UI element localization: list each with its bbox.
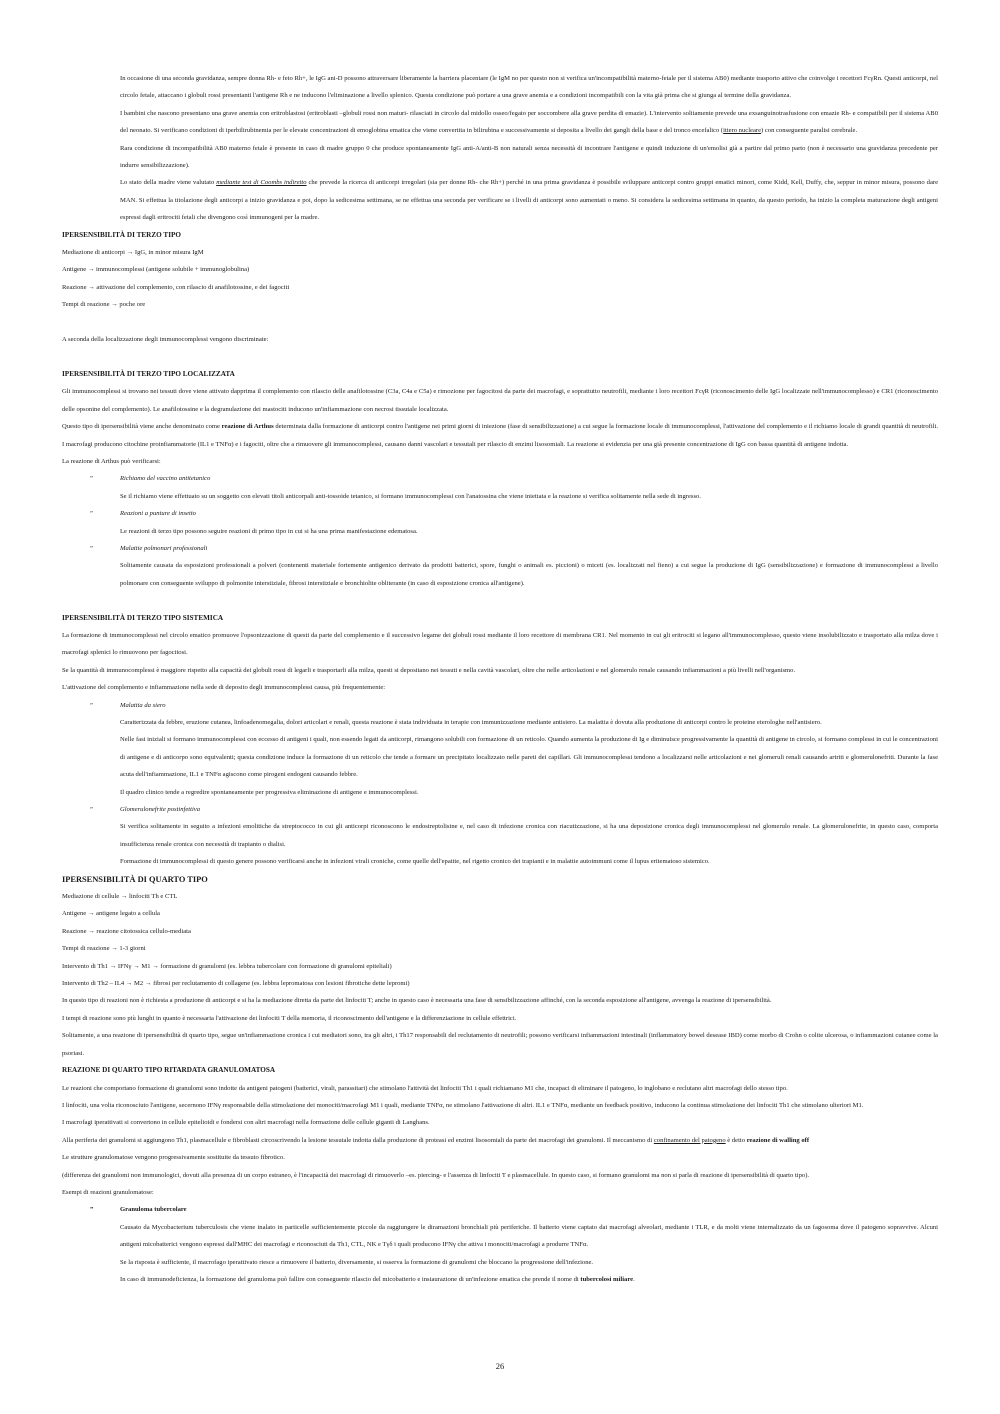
paragraph: Rara condizione di incompatibilità AB0 materno fetale è presente in caso di madre gruppo 0 che produce spontaneamente IgG anti-A/anti-B non naturali senza necessità di incontrare l'antigene e quindi induzione di un'emolisi già a partire dal primo parto (non è necessario una gravidanza precedente per indurre sensibilizzazione). (120, 144, 938, 170)
paragraph: In questo tipo di reazioni non è richiesta a produzione di anticorpi e si ha la mediazione diretta da parte dei linfociti T; anche in questo caso è necessaria una fase di sensibilizzazione affinché, con la seconda esposizione all'antigene, avvenga la reazione di ipersensibilità. (62, 997, 772, 1005)
list-item-text: Nelle fasi iniziali si formano immunocomplessi con eccesso di antigeni i quali, non essendo legati da anticorpi, rimangono solubili con formazione di un reticolo. Quando aumenta la produzione di Ig e diminuisce progressivamente la quantità di antigene in circolo, si formano complessi in cui le concentrazioni di antigene e di anticorpo sono equivalenti; questa condizione induce la formazione di un reticolo che tende a formare un precipitato localizzato nelle pareti dei capillari. Gli immunocomplessi tendono a localizzarsi nelle articolazioni e nei glomeruli renali causando artriti e glomerulonefriti. Durante la fase acuta dell'infiammazione, IL1 e TNFα agiscono come pirogeni endogeni causando febbre. (120, 736, 938, 779)
paragraph: I linfociti, una volta riconosciuto l'antigene, secernono IFNγ responsabile della stimolazione dei monociti/macrofagi M1 i quali, mediante TNFα, ne stimolano l'attivazione di altri. IL1 e TNFα, mediante un feedback positivo, inducono la continua stimolazione dei linfociti Th1 che stimolano ulteriori M1. (62, 1101, 864, 1109)
summary-line: Mediazione di cellule → linfociti Th e CTL (62, 893, 178, 901)
summary-line: Reazione → reazione citotossica cellulo-mediata (62, 927, 191, 935)
summary-line: Tempi di reazione → 1-3 giorni (62, 945, 146, 953)
list-item: ” Reazioni a punture di insetto (62, 505, 938, 522)
spacer (62, 592, 938, 609)
summary-line: Reazione → attivazione del complemento, con rilascio di anafilotossine, e dei fagociti (62, 283, 290, 291)
paragraph: I bambini che nascono presentano una grave anemia con eritroblastosi (eritroblasti –globuli rossi non maturi- rilasciati in circolo dal midollo osseo/fegato per soccombere alla grave perdita di emazie). L'intervento solitamente prevede una exsanguinotrasfusione con emazie Rh- e compatibili per il sistema AB0 del neonato. Si verificano condizioni di iperbilirubinemia per le elevate concentrazioni di emoglobina ematica che viene convertita in bilirubina e successivamente si deposita a livello dei gangli della base e del tronco encefalico (ittero nucleare) con conseguente paralisi cerebrale. (120, 109, 938, 135)
section-heading: REAZIONE DI QUARTO TIPO RITARDATA GRANULOMATOSA (62, 1066, 276, 1075)
spacer (62, 314, 938, 331)
section-heading: IPERSENSIBILITÀ DI QUARTO TIPO (62, 874, 208, 884)
paragraph: La formazione di immunocomplessi nel circolo ematico promuove l'opsonizzazione di questi da parte del complemento e il successivo legame dei globuli rossi mediante il loro recettore di membrana CR1. Nel momento in cui gli eritrociti si legano all'immunocomplesso, questo viene insolubilizzato e trasportato alla milza dove i macrofagi splenici lo rimuovono per fagocitosi. (62, 631, 938, 657)
summary-line: Antigene → immunocomplessi (antigene solubile + immunoglobulina) (62, 266, 250, 274)
paragraph: A seconda della localizzazione degli immunocomplessi vengono discriminate: (62, 336, 269, 344)
list-item-text: Se il richiamo viene effettuato su un soggetto con elevati titoli anticorpali anti-tossoide tetanico, si formano immunocomplessi con l'anatossina che viene iniettata e la reazione si verifica solitamente nella sede di ingresso. (120, 492, 701, 500)
section-heading: IPERSENSIBILITÀ DI TERZO TIPO LOCALIZZATA (62, 369, 235, 378)
list-item-text: Il quadro clinico tende a regredire spontaneamente per progressiva eliminazione di antigene e immunocomplessi. (120, 788, 419, 796)
list-item-text: In caso di immunodeficienza, la formazione del granuloma può fallire con conseguente rilascio del micobatterio e instaurazione di un'infezione ematica che prende il nome di tubercolosi miliare. (120, 1275, 635, 1283)
list-item-text: Si verifica solitamente in seguito a infezioni emolitiche da streptococco in cui gli anticorpi riconoscono le endostreptolisine e, nel caso di infezione cronica con riacutizzazione, si ha una deposizione cronica degli immunocomplessi nel glomerulo renale. La glomerulonefrite, in questo caso, comporta insufficienza renale cronica con necessità di trapianto o dialisi. (120, 823, 938, 848)
bold-term: reazione di Arthus (221, 423, 274, 431)
section-heading: IPERSENSIBILITÀ DI TERZO TIPO (62, 230, 181, 239)
spacer (62, 348, 938, 365)
list-item-text: Se la risposta è sufficiente, il macrofago iperattivato riesce a rimuovere il batterio, diversamente, si osserva la formazione di granulomi che bloccano la progressione dell'infezione. (120, 1258, 594, 1266)
list-item: ” Malattia da siero (62, 697, 938, 714)
list-item: ” Malattie polmonari professionali (62, 540, 938, 557)
bold-term: reazione di walling off (746, 1136, 810, 1144)
paragraph: Se la quantità di immunocomplessi è maggiore rispetto alla capacità dei globuli rossi di legarli e trasportarli alla milza, questi si depositano nei tessuti e nella cavità vascolari, oltre che nelle articolazioni e nel glomerulo renale causando infiammazioni a più livelli nell'organismo. (62, 666, 796, 674)
paragraph: In occasione di una seconda gravidanza, sempre donna Rh- e feto Rh+, le IgG ani-D possono attraversare liberamente la barriera placentare (le IgM no per questo non si verifica un'incompatibilità materno-fetale per il sistema AB0) mediante trasporto attivo che coinvolge i recettori FcγRn. Questi anticorpi, nel circolo fetale, attaccano i globuli rossi presentanti l'antigene Rh e ne inducono l'eliminazione a livello splenico. Questa condizione può portare a una grave anemia e a condizioni incompatibili con la vita già prima che si giunga al termine della gravidanza. (120, 75, 938, 100)
underlined-term: confinamento del patogeno (653, 1136, 726, 1144)
section-heading: IPERSENSIBILITÀ DI TERZO TIPO SISTEMICA (62, 613, 224, 622)
paragraph: La reazione di Arthus può verificarsi: (62, 457, 161, 465)
summary-line: Mediazione di anticorpi → IgG, in minor misura IgM (62, 249, 204, 257)
summary-line: Tempi di reazione → poche ore (62, 301, 146, 309)
underlined-term: mediante test di Coombs indiretto (216, 179, 307, 187)
list-item: ” Granuloma tubercolare (62, 1201, 938, 1218)
paragraph: L'attivazione del complemento e infiammazione nella sede di deposito degli immunocomplessi causa, più frequentemente: (62, 684, 386, 692)
paragraph: (differenza dei granulomi non immunologici, dovuti alla presenza di un corpo estraneo, è l'incapacità dei macrofagi di rimuoverlo –es. piercing- e l'assenza di linfociti T e plasmacellule. In questo caso, si formano granulomi ma non si parla di reazione di ipersensibilità di quarto tipo). (62, 1171, 810, 1179)
list-item-text: Caratterizzata da febbre, eruzione cutanea, linfoadenomegalia, dolori articolari e renali, questa reazione è stata individuata in terapie con immunizzazione mediante antisiero. La malattia è dovuta alla produzione di anticorpi contro le proteine eterologhe nell'antisiero. (120, 718, 822, 726)
underlined-term: ittero nucleare (723, 127, 762, 135)
paragraph: Lo stato della madre viene valutato mediante test di Coombs indiretto che prevede la ricerca di anticorpi irregolari (sia per donne Rh- che Rh+) perché in una prima gravidanza è possibile sviluppare anticorpi contro gruppi ematici minori, come Kidd, Kell, Duffy, che, seppur in minor misura, possono dare MAN. Si effettua la titolazione degli anticorpi a inizio gravidanza e poi, dopo la sedicesima settimana, se ne effettua una seconda per verificare se i livelli di anticorpi sono aumentati o meno. Si considera la sedicesima settimana in quanto, da questo periodo, ha inizio la completa maturazione degli antigeni espressi dagli eritrociti fetali che divengono così immunogeni per la madre. (120, 179, 938, 222)
list-item-text: Solitamente causata da esposizioni professionali a polveri (contenenti materiale fortemente antigenico derivato da prodotti batterici, spore, funghi o animali es. piccioni) o miceti (es. localizzati nel fieno) a cui segue la produzione di IgG (sensibilizzazione) e formazione di immunocomplessi a livello polmonare con conseguente sviluppo di polmonite interstiziale, fibrosi interstiziale e bronchiolite obliterante (in caso di esposizione cronica all'antigene). (120, 562, 938, 587)
page-number: 26 (495, 1361, 505, 1371)
summary-line: Intervento di Th1 → IFNγ → M1 → formazione di granulomi (es. lebbra tubercolare con formazione di granulomi epiteliali) (62, 962, 392, 970)
paragraph: Gli immunocomplessi si trovano nei tessuti dove viene attivato dapprima il complemento con rilascio delle anafilotossine (C3a, C4a e C5a) e rimozione per fagocitosi da parte dei macrofagi, e soprattutto neutrofili, mediante i loro recettori FcγR (riconoscimento delle IgG localizzate nell'immunocomplesso) e CR1 (riconoscimento delle opsonine del complemento). Le anafilotossine e la degranulazione dei mastociti inducono un'infiammazione con necrosi tissutale localizzata. (62, 388, 938, 413)
paragraph: Solitamente, a una reazione di ipersensibilità di quarto tipo, segue un'infiammazione cronica i cui mediatori sono, tra gli altri, i Th17 responsabili del reclutamento di neutrofili; possono verificarsi infiammazioni intestinali (inflammatory bowel desease IBD) come morbo di Crohn o colite ulcerosa, o infiammazioni cutanee come la psoriasi. (62, 1032, 938, 1057)
paragraph: Le reazioni che comportano formazione di granulomi sono indotte da antigeni patogeni (batterici, virali, parassitari) che stimolano l'attività dei linfociti Th1 i quali richiamano M1 che, incapaci di eliminare il patogeno, lo inglobano e reclutano altri macrofagi dello stesso tipo. (62, 1084, 788, 1092)
paragraph: Questo tipo di ipersensibilità viene anche denominato come reazione di Arthus determinata dalla formazione di anticorpi contro l'antigene nei primi giorni di iniezione (fase di sensibilizzazione) a cui segue la formazione locale di immunocomplessi, l'attivazione del complemento e il richiamo locale di grandi quantità di neutrofili. I macrofagi producono citochine proinfiammatorie (IL1 e TNFα) e i fagociti, oltre che a rimuovere gli immunocomplessi, causano danni vascolari e tessutali per rilascio di enzimi lisosomiali. La reazione si evidenzia per una già presente concentrazione di IgG con bassa quantità di antigene indotta. (62, 423, 938, 448)
list-item: ” Glomerulonefrite postinfettiva (62, 801, 938, 818)
list-item-text: Formazione di immunocomplessi di questo genere possono verificarsi anche in infezioni virali croniche, come quelle dell'epatite, nel rigetto cronico dei trapianti e in malattie autoimmuni come il lupus eritematoso sistemico. (120, 858, 710, 866)
list-item: ” Richiamo del vaccino antitetanico (62, 470, 938, 487)
bold-term: tubercolosi miliare (580, 1275, 634, 1283)
paragraph: I macrofagi iperattivati si convertono in cellule epitelioidi e fondersi con altri macrofagi nella formazione delle cellule giganti di Langhans. (62, 1119, 430, 1127)
paragraph: Alla periferia dei granulomi si aggiungono Th1, plasmacellule e fibroblasti circoscrivendo la lesione tessutale indotta dalla produzione di proteasi ed enzimi lisosomiali da parte dei macrofagi dei granulomi. Il meccanismo di confinamento del patogeno è detto reazione di walling off (62, 1136, 810, 1144)
list-item-text: Le reazioni di terzo tipo possono seguire reazioni di primo tipo in cui si ha una prima manifestazione edematosa. (120, 527, 418, 535)
summary-line: Antigene → antigene legato a cellula (62, 910, 160, 918)
paragraph: Esempi di reazioni granulomatose: (62, 1188, 154, 1196)
summary-line: Intervento di Th2 – IL4 → M2 → fibrosi per reclutamento di collagene (es. lebbra lepromatosa con lesioni fibrotiche dette lepromi) (62, 980, 410, 988)
paragraph: I tempi di reazione sono più lunghi in quanto è necessaria l'attivazione dei linfociti T della memoria, il riconoscimento dell'antigene e la differenziazione in cellule effettrici. (62, 1014, 517, 1022)
paragraph: Le strutture granulomatose vengono progressivamente sostituite da tessuto fibrotico. (62, 1154, 285, 1162)
list-item-text: Causato da Mycobacterium tuberculosis che viene inalato in particelle sufficientemente piccole da raggiungere le diramazioni bronchiali più periferiche. Il batterio viene captato dai macrofagi alveolari, mediante i TLR, e da molti viene internalizzato da un fagosoma dove il patogeno sopravvive. Alcuni antigeni micobatterici vengono espressi dall'MHC dei macrofagi e riconosciuti da Th1, CTL, NK e Tγδ i quali producono IFNγ che attiva i monociti/macrofagi a produrre TNFα. (120, 1223, 938, 1249)
